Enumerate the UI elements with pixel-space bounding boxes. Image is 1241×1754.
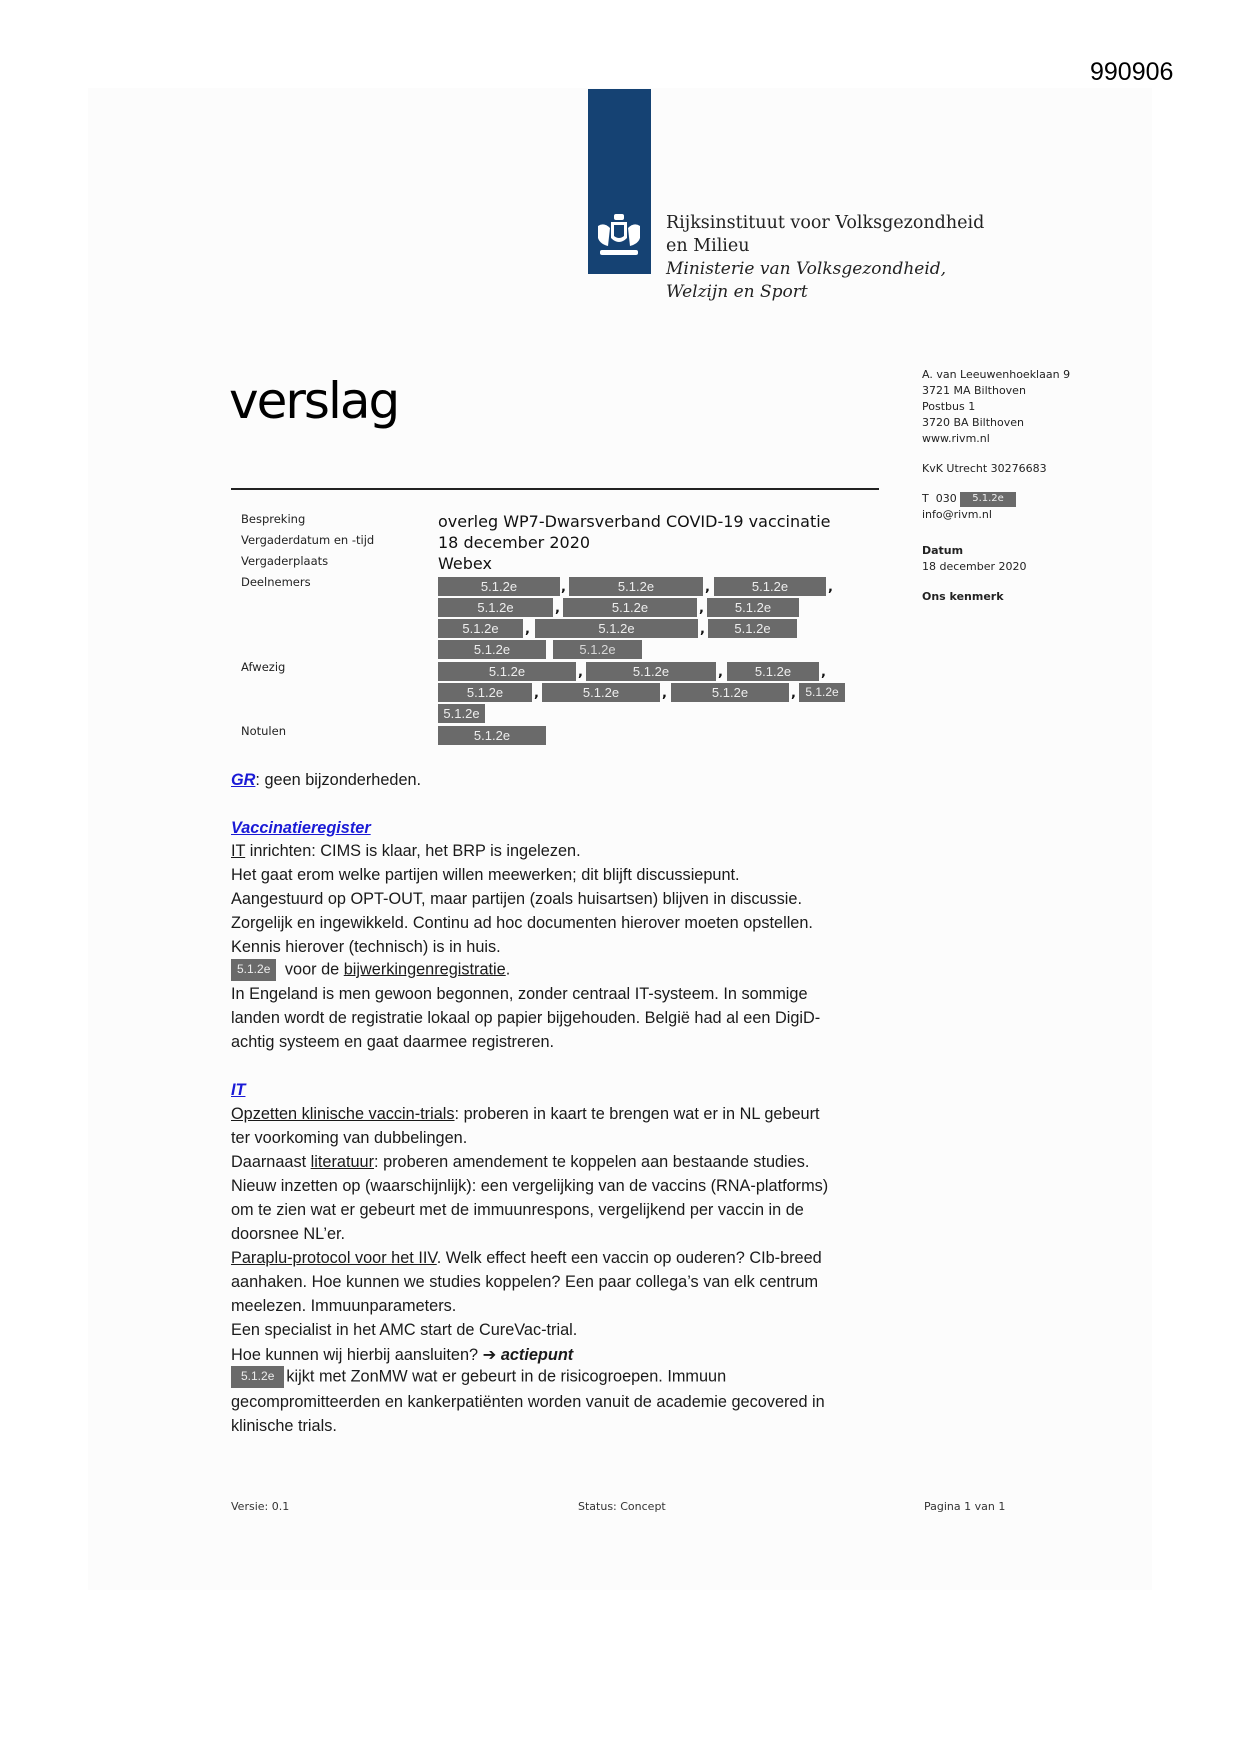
- email-link[interactable]: info@rivm.nl: [922, 508, 992, 521]
- gr-text: : geen bijzonderheden.: [255, 771, 422, 789]
- address-city: 3721 MA Bilthoven: [922, 384, 1026, 397]
- label-afwezig: Afwezig: [241, 660, 286, 674]
- paragraph-line: Hoe kunnen wij hierbij aansluiten? ➔ actiepunt: [231, 1345, 574, 1364]
- separator: ,: [705, 580, 710, 595]
- website-link[interactable]: www.rivm.nl: [922, 432, 990, 445]
- meeting-location: Webex: [438, 554, 492, 573]
- redacted-name: 5.1.2e: [231, 1366, 284, 1388]
- paragraph-line: klinische trials.: [231, 1417, 337, 1435]
- separator: ,: [700, 622, 705, 637]
- paragraph-line: In Engeland is men gewoon begonnen, zonder centraal IT-systeem. In sommige: [231, 985, 808, 1003]
- ministry-line-1: Ministerie van Volksgezondheid,: [666, 259, 947, 279]
- redacted-absentee: 5.1.2e: [586, 662, 716, 681]
- redacted-absentee: 5.1.2e: [542, 683, 660, 702]
- paragraph-line: meelezen. Immuunparameters.: [231, 1297, 457, 1315]
- redacted-participant: 5.1.2e: [714, 577, 826, 596]
- redacted-participant: 5.1.2e: [553, 640, 642, 659]
- separator: ,: [555, 601, 560, 616]
- paragraph-line: om te zien wat er gebeurt met de immuunrespons, vergelijkend per vaccin in de: [231, 1201, 804, 1219]
- redacted-name: 5.1.2e: [231, 959, 276, 981]
- paragraph-line: gecompromitteerden en kankerpatiënten worden vanuit de academie gecovered in: [231, 1393, 825, 1411]
- label-notulen: Notulen: [241, 724, 286, 738]
- postbus: Postbus 1: [922, 400, 976, 413]
- label-plaats: Vergaderplaats: [241, 554, 329, 568]
- coat-of-arms-icon: [592, 212, 646, 260]
- redacted-absentee: 5.1.2e: [799, 683, 845, 702]
- redacted-absentee: 5.1.2e: [438, 704, 485, 723]
- postcode: 3720 BA Bilthoven: [922, 416, 1024, 429]
- redacted-participant: 5.1.2e: [438, 598, 553, 617]
- redacted-participant: 5.1.2e: [535, 619, 698, 638]
- redacted-participant: 5.1.2e: [707, 598, 799, 617]
- redacted-note-taker: 5.1.2e: [438, 726, 546, 745]
- redacted-absentee: 5.1.2e: [671, 683, 789, 702]
- datum-value: 18 december 2020: [922, 560, 1027, 573]
- section-it-heading: [231, 1081, 245, 1100]
- separator: ,: [662, 686, 667, 701]
- redacted-absentee: 5.1.2e: [438, 662, 576, 681]
- paragraph-line: landen wordt de registratie lokaal op papier bijgehouden. België had al een DigiD-: [231, 1009, 821, 1027]
- redacted-participant: 5.1.2e: [708, 619, 797, 638]
- paragraph-line: aanhaken. Hoe kunnen we studies koppelen? Een paar collega’s van elk centrum: [231, 1273, 819, 1291]
- footer-page: Pagina 1 van 1: [924, 1500, 1006, 1513]
- label-bespreking: Bespreking: [241, 512, 306, 526]
- section-gr: [231, 771, 421, 790]
- redacted-participant: 5.1.2e: [438, 577, 560, 596]
- paragraph-line: Een specialist in het AMC start de CureVac-trial.: [231, 1321, 578, 1339]
- redacted-participant: 5.1.2e: [569, 577, 703, 596]
- paragraph-line: Daarnaast literatuur: proberen amendement te koppelen aan bestaande studies.: [231, 1153, 810, 1171]
- phone-redacted: 5.1.2e: [960, 492, 1016, 507]
- paragraph-line: ter voorkoming van dubbelingen.: [231, 1129, 468, 1147]
- address-street: A. van Leeuwenhoeklaan 9: [922, 368, 1071, 381]
- redacted-absentee: 5.1.2e: [727, 662, 819, 681]
- separator: ,: [525, 622, 530, 637]
- separator: ,: [578, 665, 583, 680]
- section-vaccinatieregister-heading: [231, 819, 371, 838]
- footer-status: Status: Concept: [578, 1500, 666, 1513]
- paragraph-line: 5.1.2e kijkt met ZonMW wat er gebeurt in de risicogroepen. Immuun: [231, 1366, 726, 1388]
- meeting-date: 18 december 2020: [438, 533, 591, 552]
- separator: ,: [561, 580, 566, 595]
- document-number: 990906: [1090, 58, 1174, 86]
- redacted-participant: 5.1.2e: [563, 598, 697, 617]
- paragraph-line: IT inrichten: CIMS is klaar, het BRP is ingelezen.: [231, 842, 581, 860]
- redacted-participant: 5.1.2e: [438, 619, 523, 638]
- kenmerk-label: Ons kenmerk: [922, 590, 1004, 603]
- document-title: verslag: [229, 372, 399, 430]
- separator: ,: [699, 601, 704, 616]
- separator: ,: [534, 686, 539, 701]
- kvk-number: KvK Utrecht 30276683: [922, 462, 1047, 475]
- paragraph-line: Paraplu-protocol voor het IIV. Welk effect heeft een vaccin op ouderen? CIb-breed: [231, 1249, 822, 1267]
- datum-label: Datum: [922, 544, 964, 557]
- label-datum: Vergaderdatum en -tijd: [241, 533, 375, 547]
- paragraph-line: Aangestuurd op OPT-OUT, maar partijen (zoals huisartsen) blijven in discussie.: [231, 890, 803, 908]
- paragraph-line: 5.1.2e voor de bijwerkingenregistratie.: [231, 959, 510, 981]
- phone-prefix: T 030: [922, 492, 957, 505]
- organisation-name: [666, 212, 984, 304]
- address-sidebar: [922, 367, 1070, 605]
- paragraph-line: Zorgelijk en ingewikkeld. Continu ad hoc documenten hierover moeten opstellen.: [231, 914, 813, 932]
- phone: [922, 491, 1070, 507]
- title-divider: [231, 488, 879, 490]
- org-line-2: en Milieu: [666, 236, 750, 256]
- heading-vaccinatieregister-link[interactable]: Vaccinatieregister: [231, 819, 371, 837]
- org-line-1: Rijksinstituut voor Volksgezondheid: [666, 213, 985, 233]
- separator: ,: [718, 665, 723, 680]
- paragraph-line: Nieuw inzetten op (waarschijnlijk): een vergelijking van de vaccins (RNA-platforms): [231, 1177, 829, 1195]
- footer-version: Versie: 0.1: [231, 1500, 290, 1513]
- meeting-subject: overleg WP7-Dwarsverband COVID-19 vaccinatie: [438, 512, 831, 531]
- meeting-meta-values: [438, 511, 831, 574]
- separator: ,: [791, 686, 796, 701]
- paragraph-line: Het gaat erom welke partijen willen meewerken; dit blijft discussiepunt.: [231, 866, 740, 884]
- heading-it-link[interactable]: IT: [231, 1081, 246, 1099]
- redacted-participant: 5.1.2e: [438, 640, 546, 659]
- paragraph-line: Kennis hierover (technisch) is in huis.: [231, 938, 501, 956]
- separator: ,: [828, 580, 833, 595]
- paragraph-line: Opzetten klinische vaccin-trials: proberen in kaart te brengen wat er in NL gebeurt: [231, 1105, 820, 1123]
- paragraph-line: achtig systeem en gaat daarmee registreren.: [231, 1033, 555, 1051]
- separator: ,: [821, 665, 826, 680]
- arrow-right-icon: ➔: [482, 1345, 497, 1364]
- ministry-line-2: Welzijn en Sport: [666, 282, 808, 302]
- action-point-label: actiepunt: [500, 1346, 574, 1364]
- label-deelnemers: Deelnemers: [241, 575, 311, 589]
- heading-gr-link[interactable]: GR: [231, 771, 256, 789]
- paragraph-line: doorsnee NL’er.: [231, 1225, 346, 1243]
- redacted-absentee: 5.1.2e: [438, 683, 532, 702]
